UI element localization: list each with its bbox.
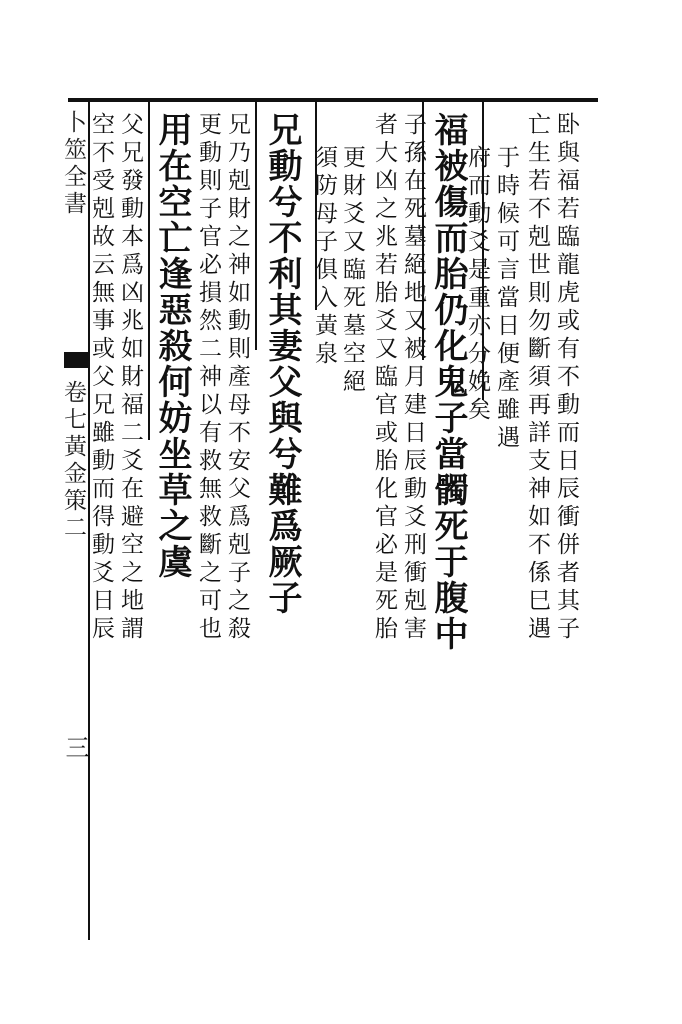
text-column-15: 空不受剋故云無事或父兄雖動而得動爻日辰 bbox=[88, 112, 114, 644]
column-rule bbox=[148, 100, 150, 440]
column-rule bbox=[255, 100, 257, 350]
text-column-8: 更財爻又臨死墓空絕 bbox=[339, 145, 365, 397]
text-column-12: 更動則子官必損然二神以有救無救斷之可也 bbox=[195, 112, 221, 644]
text-column-13: 用在空亡逢惡殺何妨坐草之虞 bbox=[152, 112, 192, 580]
text-column-4: 府而動爻是重亦分娩矣 bbox=[464, 145, 490, 425]
text-column-14: 父兄發動本爲凶兆如財福二爻在避空之地謂 bbox=[117, 112, 143, 644]
folio-number: 三 bbox=[61, 735, 89, 759]
text-column-1: 卧與福若臨龍虎或有不動而日辰衝併者其子 bbox=[553, 112, 579, 644]
text-column-11: 兄乃剋財之神如動則產母不安父爲剋子之殺 bbox=[224, 112, 250, 644]
text-column-5: 福被傷而胎仍化鬼子當髑死于腹中 bbox=[428, 112, 468, 652]
text-column-7: 者大凶之兆若胎爻又臨官或胎化官必是死胎 bbox=[371, 112, 397, 644]
margin-book-title: 卜筮全書 bbox=[60, 110, 86, 218]
fishtail-mark bbox=[64, 352, 88, 368]
text-column-10: 兄動兮不利其妻父與兮難爲厥子 bbox=[262, 112, 302, 616]
text-column-3: 于時候可言當日便產雖遇 bbox=[493, 145, 519, 453]
text-column-9: 須防母子俱入黃泉 bbox=[311, 145, 337, 369]
text-column-2: 亡生若不剋世則勿斷須再詳支神如不係巳遇 bbox=[524, 112, 550, 644]
text-column-6: 子孫在死墓絕地又被月建日辰動爻刑衝剋害 bbox=[400, 112, 426, 644]
margin-section-title: 卷七黃金策二 bbox=[60, 380, 86, 542]
